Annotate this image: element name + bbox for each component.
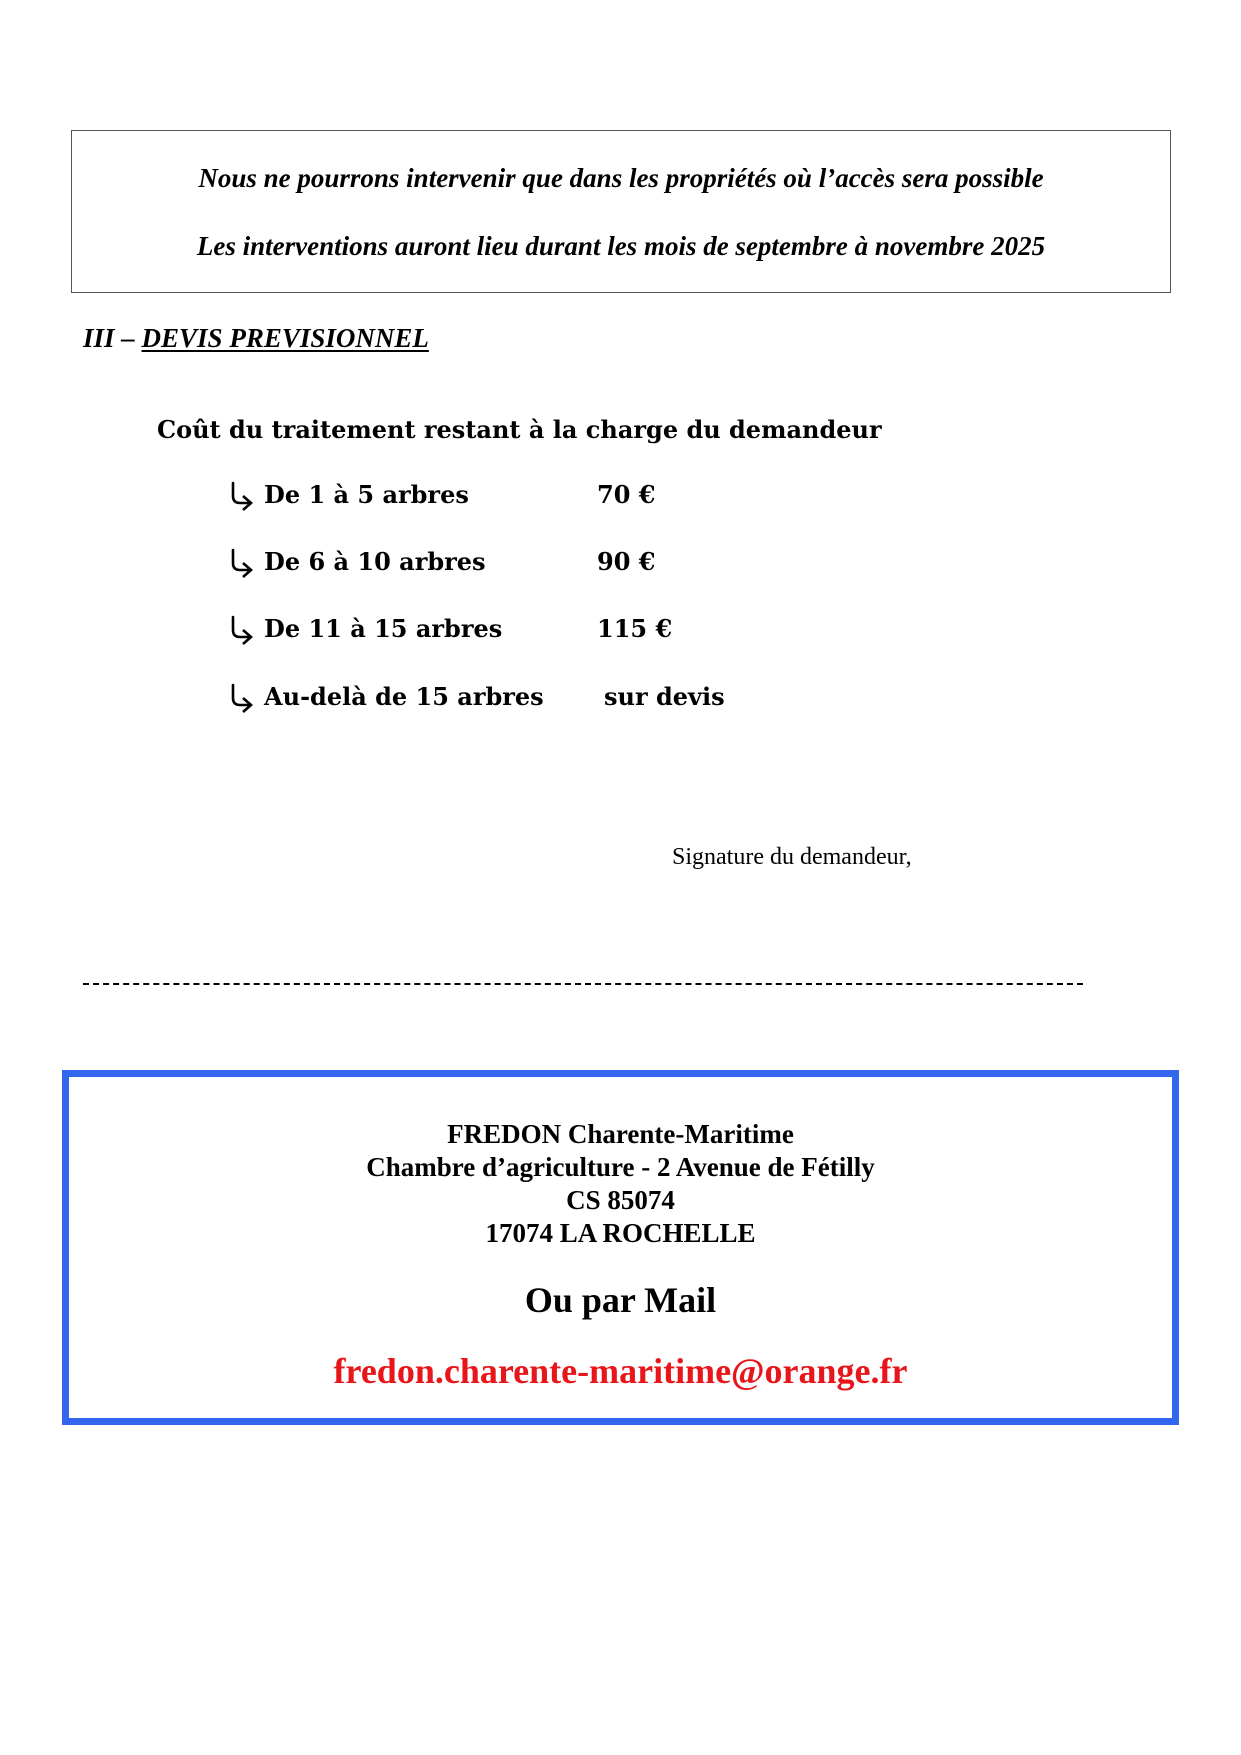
- notice-period: Les interventions auront lieu durant les mois de septembre à novembre 2025: [196, 231, 1046, 261]
- price-row-price: 70 €: [597, 480, 656, 509]
- curved-arrow-icon: [228, 613, 256, 645]
- price-row-label: De 11 à 15 arbres: [264, 614, 503, 643]
- contact-box: [62, 1070, 1179, 1425]
- price-row-price: sur devis: [604, 682, 725, 711]
- contact-email-link[interactable]: fredon.charente-maritime@orange.fr: [333, 1351, 908, 1391]
- notice-box: [71, 130, 1171, 293]
- curved-arrow-icon: [228, 681, 256, 713]
- price-row-label: De 6 à 10 arbres: [264, 547, 486, 576]
- section-title: DEVIS PREVISIONNEL: [141, 323, 429, 353]
- price-row-label: De 1 à 5 arbres: [264, 480, 469, 509]
- price-row: [228, 479, 928, 511]
- section-heading: [83, 322, 429, 354]
- cost-heading: Coût du traitement restant à la charge du demandeur: [157, 415, 882, 444]
- contact-cs: CS 85074: [566, 1185, 675, 1215]
- price-row: [228, 613, 928, 645]
- price-row: [228, 546, 928, 578]
- contact-city: 17074 LA ROCHELLE: [485, 1218, 756, 1248]
- contact-org: FREDON Charente-Maritime: [447, 1119, 794, 1149]
- notice-access: Nous ne pourrons intervenir que dans les propriétés où l’accès sera possible: [198, 163, 1044, 193]
- cut-line-divider: [83, 983, 1083, 985]
- curved-arrow-icon: [228, 479, 256, 511]
- contact-address: Chambre d’agriculture - 2 Avenue de Fétilly: [366, 1152, 875, 1182]
- price-row: [228, 681, 928, 713]
- price-row-price: 90 €: [597, 547, 656, 576]
- price-row-price: 115 €: [597, 614, 673, 643]
- price-row-label: Au-delà de 15 arbres: [264, 682, 544, 711]
- signature-label: Signature du demandeur,: [672, 844, 912, 870]
- curved-arrow-icon: [228, 546, 256, 578]
- contact-mail-label: Ou par Mail: [524, 1280, 717, 1320]
- section-number: III –: [83, 323, 135, 353]
